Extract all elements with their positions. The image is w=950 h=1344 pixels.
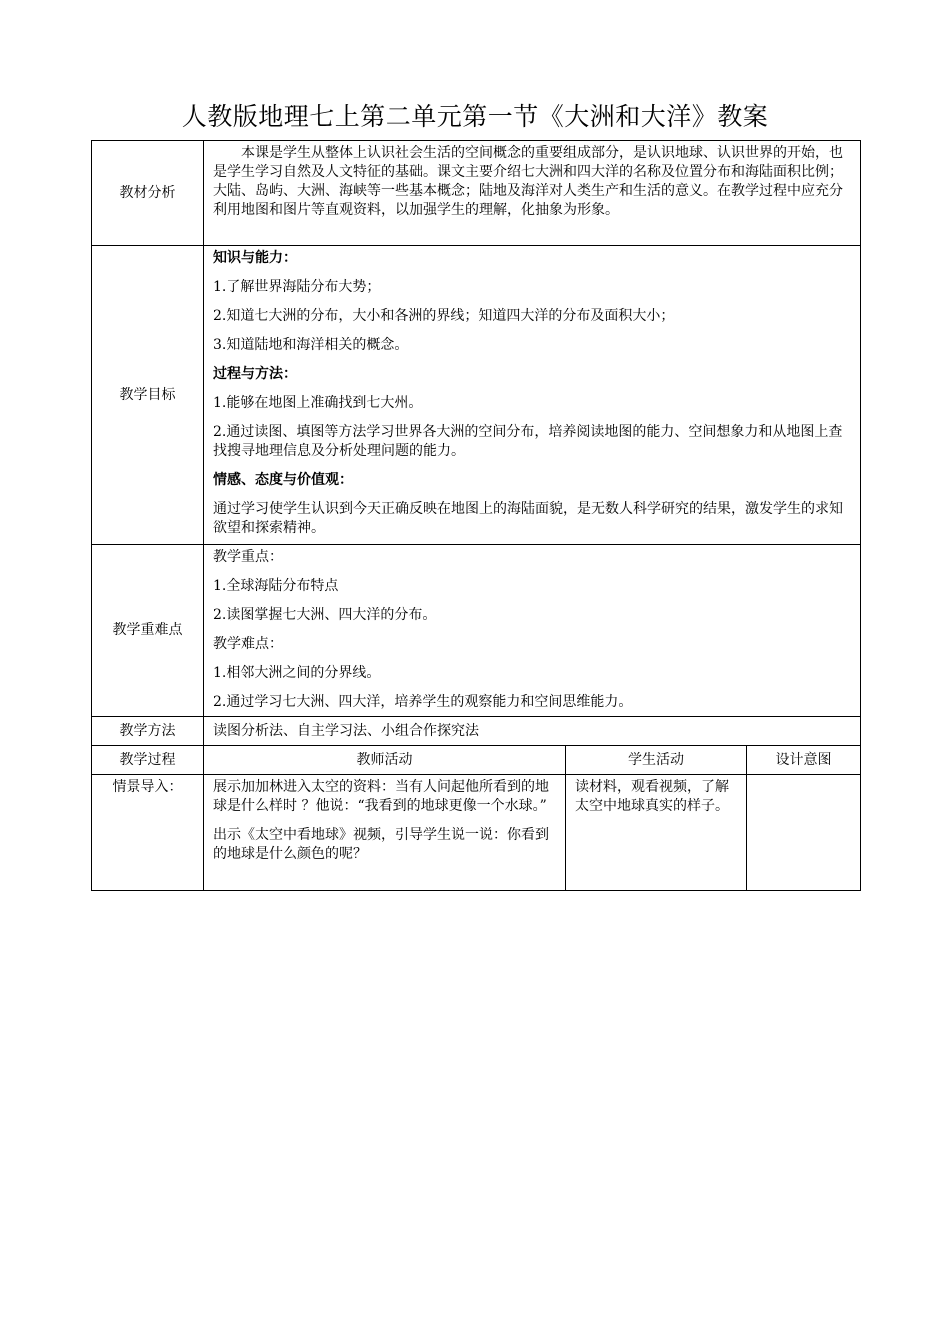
knowledge-item: 2.知道七大洲的分布，大小和各洲的界线；知道四大洋的分布及面积大小； bbox=[213, 308, 675, 324]
process-item: 2.通过读图、填图等方法学习世界各大洲的空间分布，培养阅读地图的能力、空间想象力和从地图上查找搜寻地理信息及分析处理问题的能力。 bbox=[213, 424, 843, 459]
teacher-cell bbox=[204, 775, 566, 891]
emotion-text: 通过学习使学生认识到今天正确反映在地图上的海陆面貌，是无数人科学研究的结果，激发学生的求知欲望和探索精神。 bbox=[213, 501, 843, 536]
stage-cell: 情景导入： bbox=[92, 775, 204, 891]
process-header-row bbox=[92, 746, 861, 775]
goals-row bbox=[92, 246, 861, 545]
knowledge-item: 3.知道陆地和海洋相关的概念。 bbox=[213, 337, 409, 353]
header-student: 学生活动 bbox=[566, 746, 747, 775]
page-title: 人教版地理七上第二单元第一节《大洲和大洋》教案 bbox=[181, 102, 769, 131]
header-stage: 教学过程 bbox=[92, 746, 204, 775]
key-points-content bbox=[204, 545, 861, 717]
difficulty-item: 2.通过学习七大洲、四大洋，培养学生的观察能力和空间思维能力。 bbox=[213, 694, 633, 710]
teacher-activity: 展示加加林进入太空的资料：当有人问起他所看到的地球是什么样时 ？他说：“我看到的地球更像一个水球。” bbox=[213, 779, 549, 814]
analysis-content bbox=[204, 141, 861, 246]
focus-item: 1.全球海陆分布特点 bbox=[213, 578, 339, 594]
goals-label: 教学目标 bbox=[92, 246, 204, 545]
knowledge-heading: 知识与能力： bbox=[213, 250, 297, 266]
difficulty-heading: 教学难点： bbox=[213, 636, 283, 652]
focus-heading: 教学重点： bbox=[213, 549, 283, 565]
analysis-label: 教材分析 bbox=[92, 141, 204, 246]
process-heading: 过程与方法： bbox=[213, 366, 297, 382]
methods-text: 读图分析法、自主学习法、小组合作探究法 bbox=[204, 717, 861, 746]
header-intent: 设计意图 bbox=[747, 746, 861, 775]
methods-label: 教学方法 bbox=[92, 717, 204, 746]
process-item: 1.能够在地图上准确找到七大州。 bbox=[213, 395, 423, 411]
focus-item: 2.读图掌握七大洲、四大洋的分布。 bbox=[213, 607, 437, 623]
teacher-activity: 出示《太空中看地球》视频，引导学生说一说：你看到的地球是什么颜色的呢？ bbox=[213, 827, 549, 862]
knowledge-item: 1.了解世界海陆分布大势； bbox=[213, 279, 381, 295]
student-cell bbox=[566, 775, 747, 891]
analysis-row bbox=[92, 141, 861, 246]
emotion-heading: 情感、态度与价值观： bbox=[213, 472, 353, 488]
process-row bbox=[92, 775, 861, 891]
key-points-row bbox=[92, 545, 861, 717]
methods-row bbox=[92, 717, 861, 746]
analysis-text: 本课是学生从整体上认识社会生活的空间概念的重要组成部分，是认识地球、认识世界的开始，也是学生学习自然及人文特征的基础。课文主要介绍七大洲和四大洋的名称及位置分布和海陆面积比例；大陆、岛屿、大洲、海峡等一些基本概念；陆地及海洋对人类生产和生活的意义。在教学过程中应充分利用地图和图片等直观资料，以加强学生的理解，化抽象为形象。 bbox=[213, 145, 843, 218]
lesson-plan-table bbox=[91, 140, 861, 891]
goals-content bbox=[204, 246, 861, 545]
key-points-label: 教学重难点 bbox=[92, 545, 204, 717]
difficulty-item: 1.相邻大洲之间的分界线。 bbox=[213, 665, 381, 681]
student-activity: 读材料，观看视频，了解太空中地球真实的样子。 bbox=[575, 779, 729, 814]
header-teacher: 教师活动 bbox=[204, 746, 566, 775]
intent-cell bbox=[747, 775, 861, 891]
